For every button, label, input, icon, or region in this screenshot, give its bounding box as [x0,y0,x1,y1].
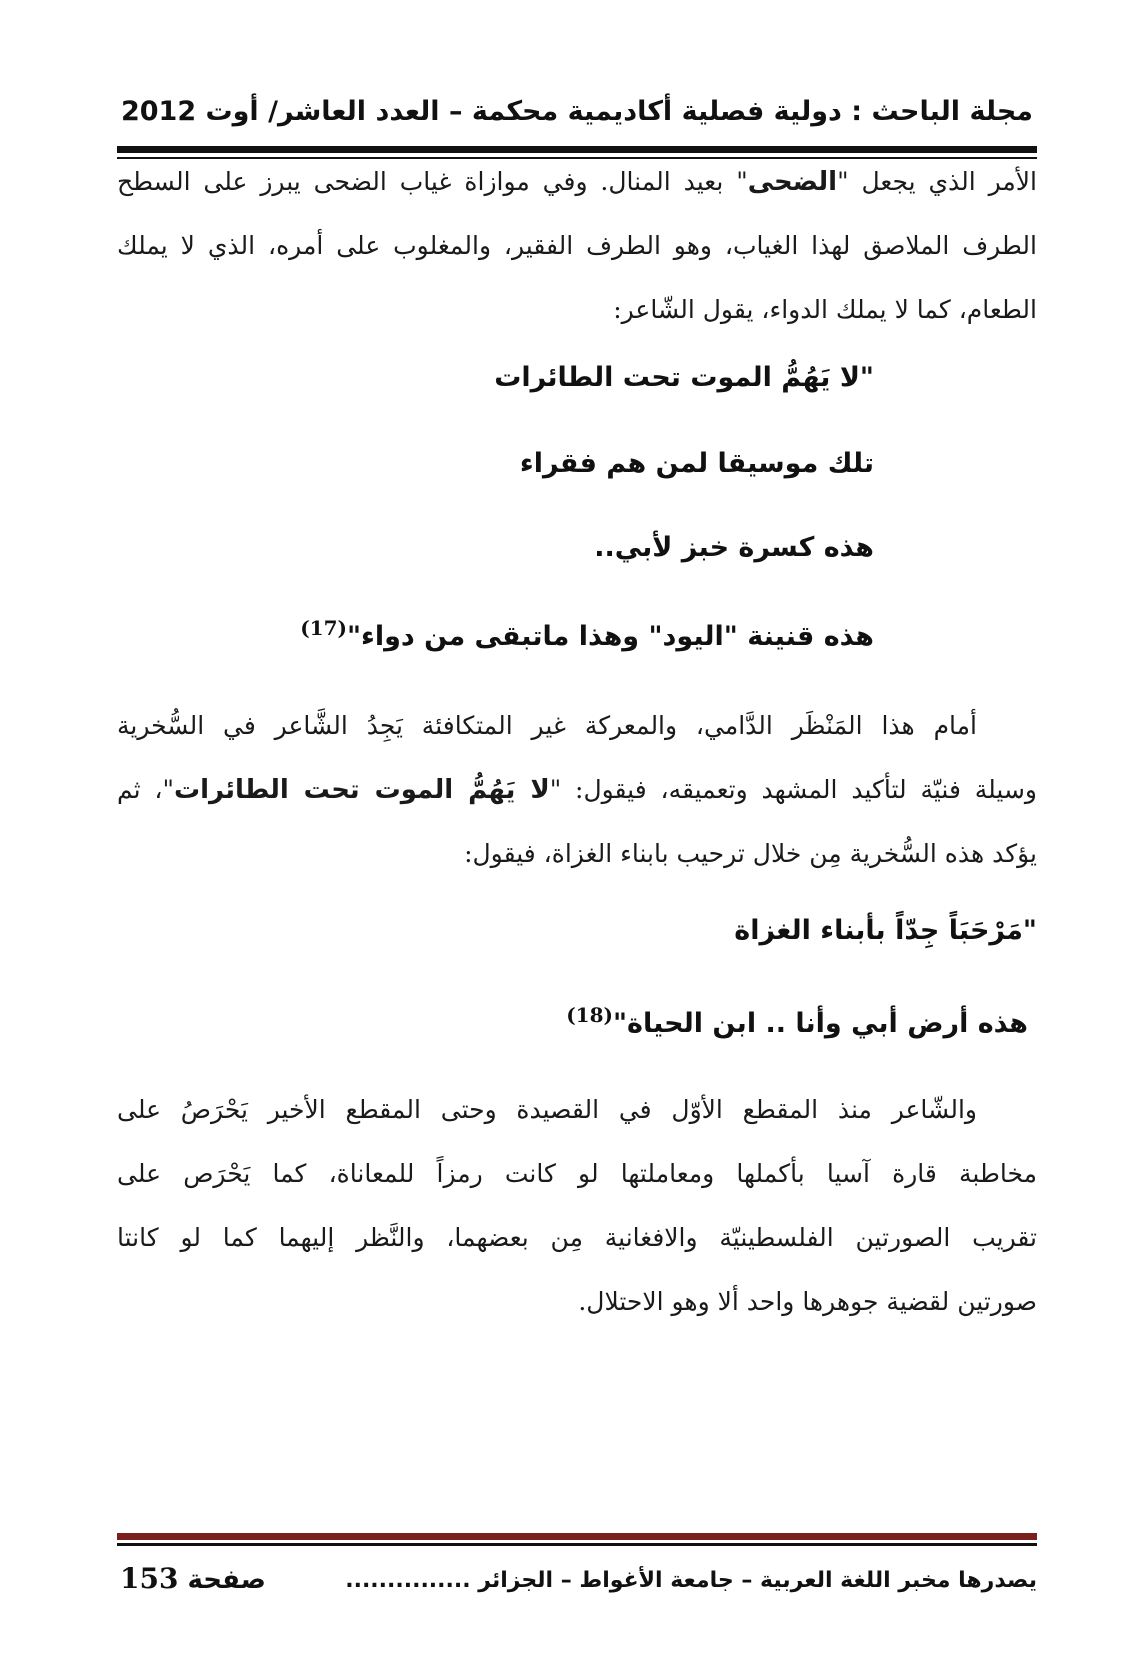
page-number [120,1562,266,1595]
paragraph-2 [117,694,1037,886]
paragraph-1-line-1: الأمر الذي يجعل "الضحى" بعيد المنال. وفي موازاة غياب الضحى يبرز على السطح [117,167,1037,197]
verse-2-line-2: هذه أرض أبي وأنا .. ابن الحياة"$^{(18)}$ [566,1003,1028,1039]
paragraph-3-line-3: تقريب الصورتين الفلسطينيّة والافغانية مِن بعضهما، والنَّظر إليهما كما لو كانتا [117,1223,1037,1252]
footnote-ref: (17) [300,616,347,640]
footer-rule [117,1533,1037,1540]
page-number-value: 153 [120,1562,179,1595]
footer-rule-thin [117,1543,1037,1546]
paragraph-2-line-1: أمام هذا المَنْظَر الدَّامي، والمعركة غير المتكافئة يَجِدُ الشَّاعر في السُّخرية [117,711,977,740]
verse-1-line-4: هذه قنينة "اليود" وهذا ماتبقى من دواء"$^{(17)}$ [300,616,874,652]
paragraph-3 [117,1078,1037,1334]
page-label: صفحة [187,1565,266,1595]
footnote-ref: (18) [566,1003,613,1027]
verse-1-line-3: هذه كسرة خبز لأبي.. [594,532,874,563]
journal-header-title: مجلة الباحث : دولية فصلية أكاديمية محكمة – العدد العاشر/ أوت 2012 [120,96,1034,127]
bold-quote: لا يَهُمُّ الموت تحت الطائرات [174,775,550,805]
paragraph-3-line-1: والشّاعر منذ المقطع الأوّل في القصيدة وحتى المقطع الأخير يَحْرَصُ على [117,1095,977,1124]
footer-publisher: يصدرها مخبر اللغة العربية – جامعة الأغواط – الجزائر ............... [345,1568,1037,1593]
verse-2-line-1: "مَرْحَبَاً جِدّاً بأبناء الغزاة [734,915,1037,946]
paragraph-3-line-4: صورتين لقضية جوهرها واحد ألا وهو الاحتلال. [578,1287,1037,1316]
bold-term: الضحى [747,167,838,197]
paragraph-1-line-2: الطرف الملاصق لهذا الغياب، وهو الطرف الفقير، والمغلوب على أمره، الذي لا يملك [117,231,1037,260]
paragraph-1-line-3: الطعام، كما لا يملك الدواء، يقول الشّاعر: [613,295,1037,324]
verse-1-line-2: تلك موسيقا لمن هم فقراء [519,448,874,479]
paragraph-3-line-2: مخاطبة قارة آسيا بأكملها ومعاملتها لو كانت رمزاً للمعاناة، كما يَحْرَص على [117,1159,1037,1188]
paragraph-1 [117,150,1037,342]
verse-1-line-1: "لا يَهُمُّ الموت تحت الطائرات [494,362,874,393]
paragraph-2-line-2: وسيلة فنيّة لتأكيد المشهد وتعميقه، فيقول: "لا يَهُمُّ الموت تحت الطائرات"، ثم [117,775,1037,805]
paragraph-2-line-3: يؤكد هذه السُّخرية مِن خلال ترحيب بابناء الغزاة، فيقول: [464,839,1037,868]
